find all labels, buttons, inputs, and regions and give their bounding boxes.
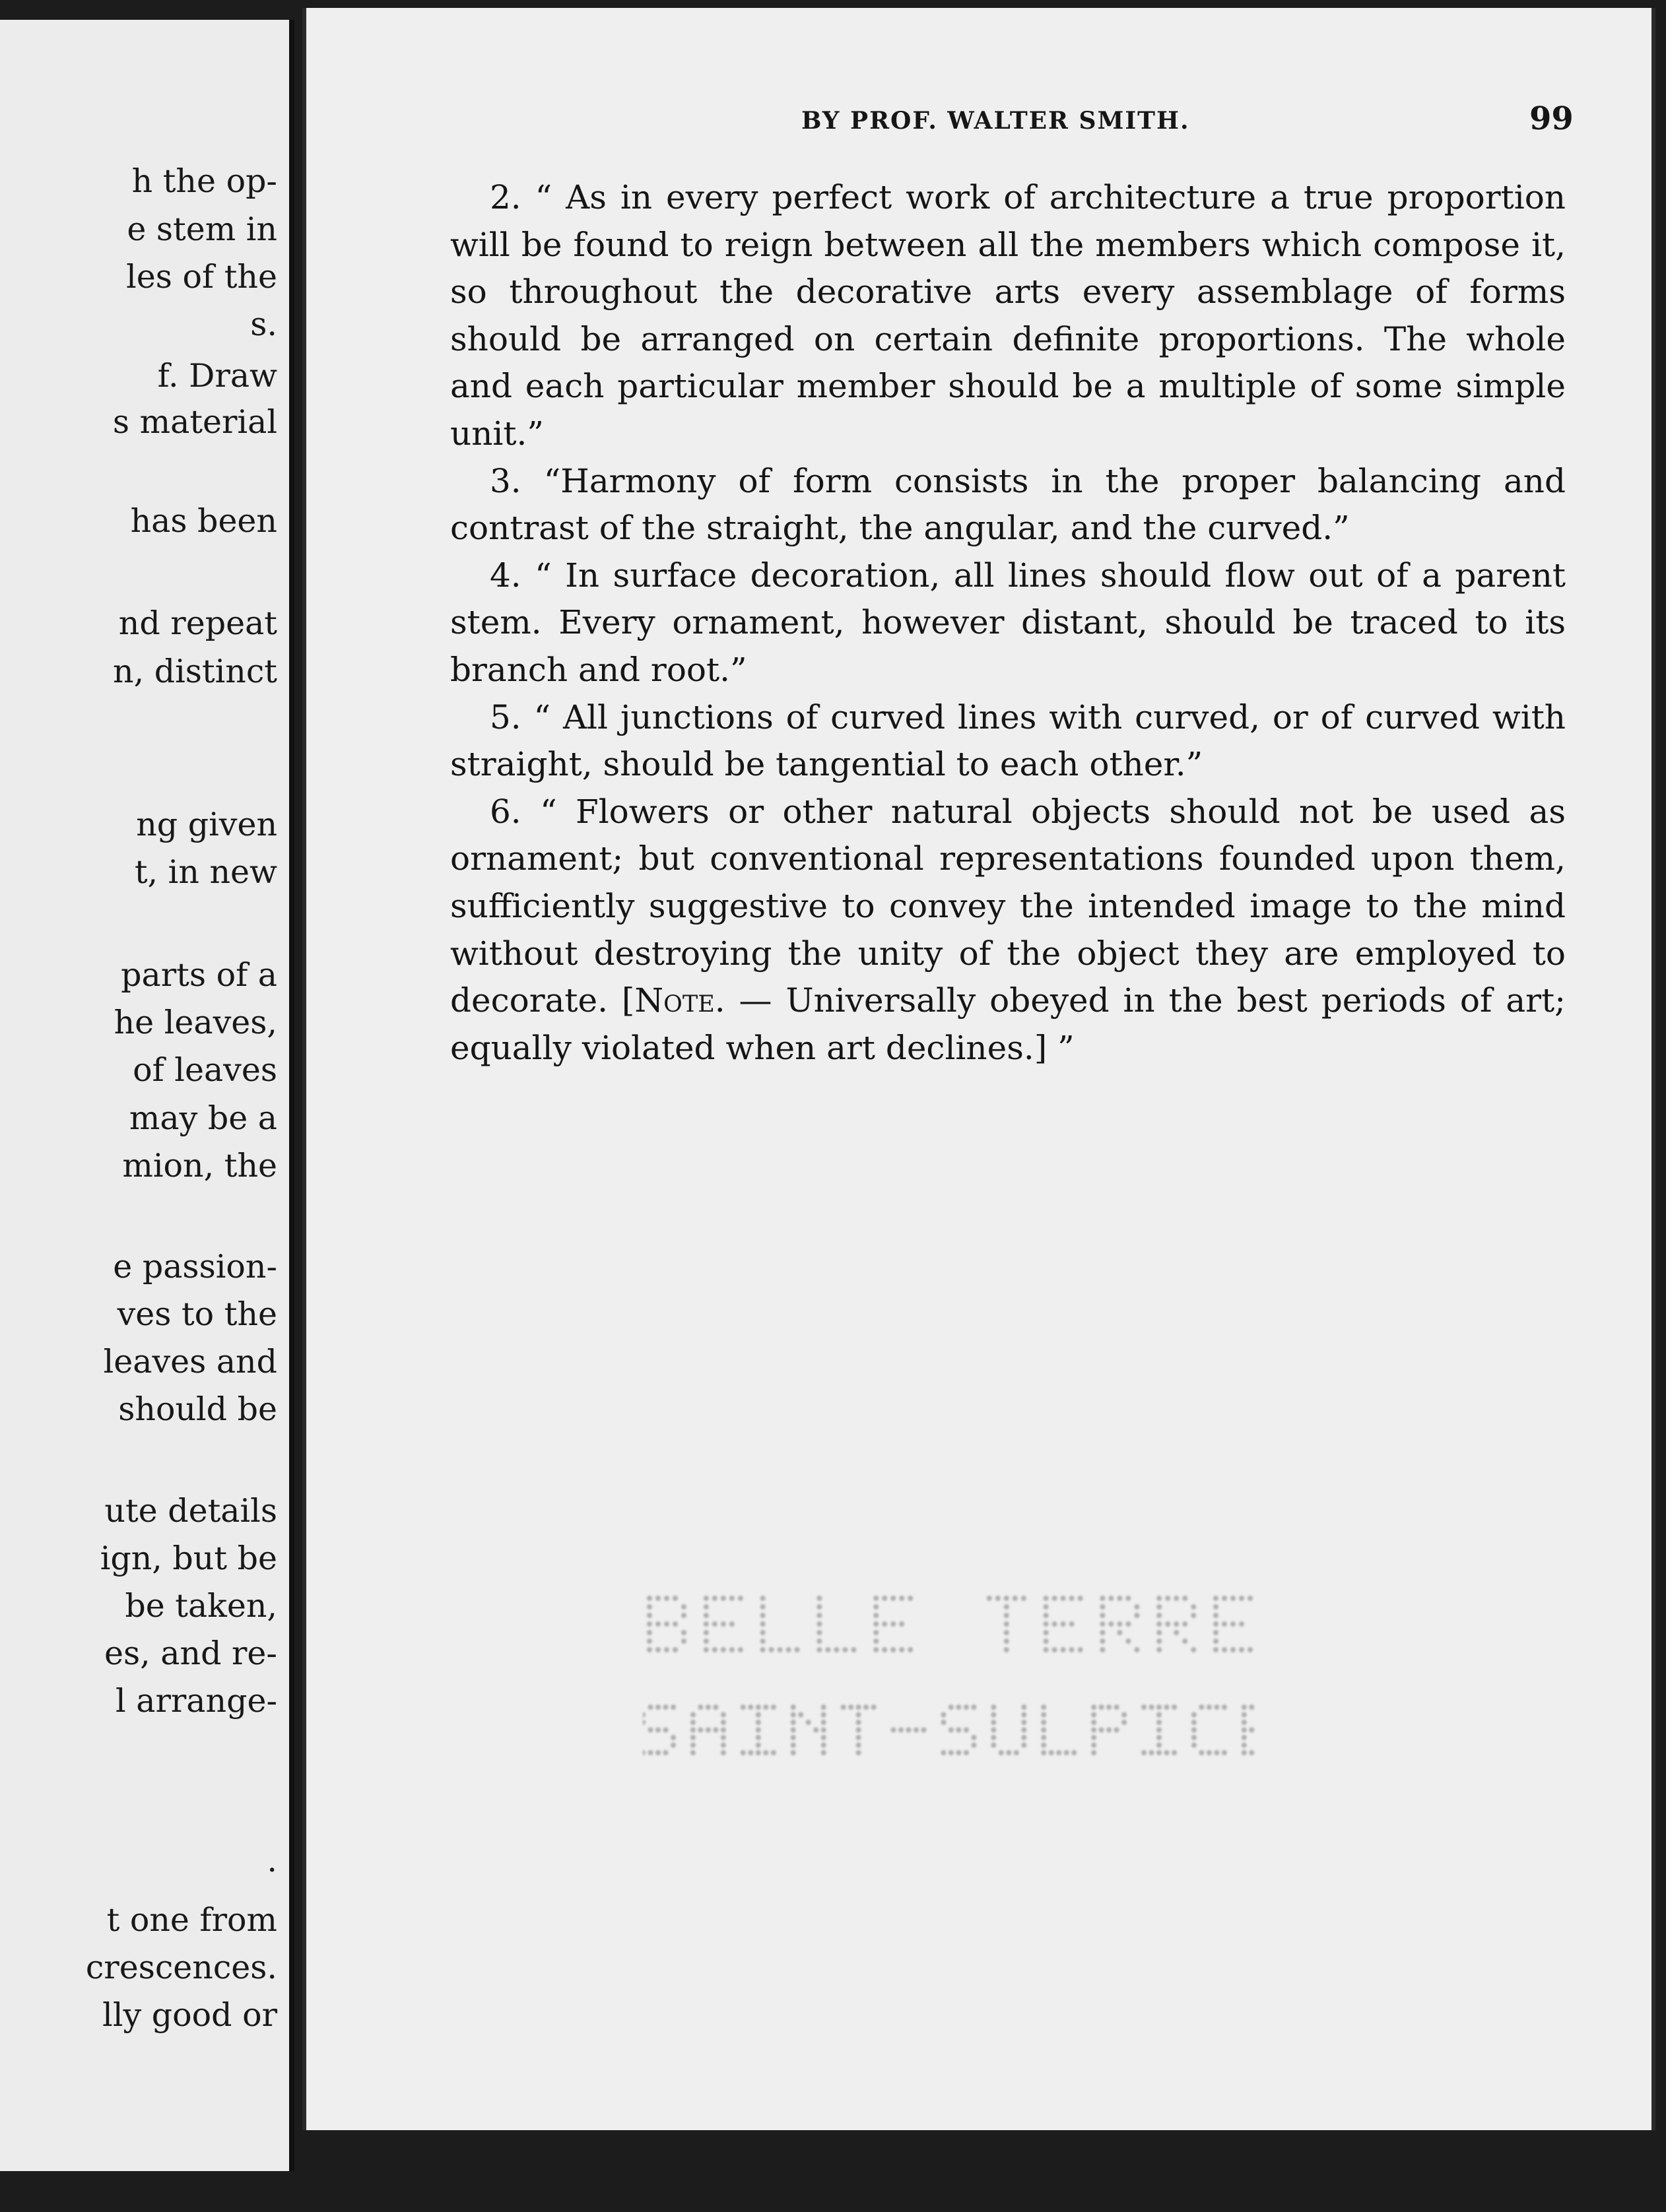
running-head: BY PROF. WALTER SMITH. [801, 107, 1190, 135]
left-page-line: l arrange- [116, 1682, 277, 1720]
left-page-line: nd repeat [118, 604, 277, 642]
paragraph-rule-2: 2. “ As in every perfect work of architecture a true proportion will be found to reign between all the members which compose it, so throughout the decorative arts every assemblage of forms should be arranged on certain definite proportions. The whole and each particular member should be a multiple of some simple unit.” [450, 178, 1566, 453]
left-page-line: parts of a [121, 956, 277, 994]
rule-6-text: 6. “ Flowers or other natural objects should not be used as ornament; but conventional representations founded upon them, sufficiently suggestive to convey the intended image to the mind without destroying the unity of the object they are employed to decorate. [ [450, 792, 1566, 1020]
left-page-line: e passion- [113, 1248, 277, 1285]
left-page-line: es, and re- [104, 1635, 277, 1672]
left-page-line: f. Draw [157, 357, 277, 395]
left-page-line: e stem in [127, 211, 277, 248]
left-page-line: s. [250, 306, 277, 343]
left-page-line: of leaves [133, 1051, 277, 1089]
left-page-line: lly good or [102, 1996, 277, 2034]
left-page-line: be taken, [125, 1587, 277, 1625]
perforated-library-stamp [643, 1585, 1257, 1803]
left-page-line: . [267, 1842, 277, 1879]
left-page-line: has been [130, 502, 277, 540]
left-page-line: ute details [104, 1492, 277, 1530]
note-label: Note. [634, 981, 725, 1020]
left-page-line: ves to the [117, 1295, 277, 1333]
paragraph-rule-6 [450, 789, 1566, 1072]
left-page-line: may be a [129, 1099, 277, 1137]
left-page-line: ign, but be [100, 1540, 277, 1577]
paragraph-rule-4: 4. “ In surface decoration, all lines should flow out of a parent stem. Every ornament, however distant, should be traced to its branch and root.” [450, 556, 1566, 689]
rule-6-note-text: — Universally obeyed in the best periods of art; equally violated when art declines.] ” [450, 981, 1566, 1067]
left-page-line: he leaves, [114, 1004, 277, 1041]
left-page-line: t, in new [134, 853, 277, 891]
left-page-line: les of the [126, 258, 277, 296]
left-page-line: h the op- [131, 162, 277, 200]
paragraph-rule-5: 5. “ All junctions of curved lines with curved, or of curved with straight, should be tangential to each other.” [450, 698, 1566, 784]
right-page [302, 8, 1655, 2130]
body-text [450, 174, 1566, 1072]
left-page-line: s material [112, 403, 277, 441]
page-number: 99 [1529, 100, 1574, 137]
left-page-line: crescences. [85, 1949, 277, 1986]
left-page-line: t one from [106, 1901, 277, 1939]
left-page-line: should be [118, 1390, 277, 1428]
left-page-line: mion, the [122, 1147, 277, 1185]
left-page-line: n, distinct [113, 653, 277, 690]
left-page-line: ng given [136, 806, 277, 843]
paragraph-rule-3: 3. “Harmony of form consists in the proper balancing and contrast of the straight, the angular, and the curved.” [450, 461, 1566, 548]
left-page-fragment [0, 20, 294, 2171]
left-page-line: leaves and [103, 1343, 277, 1381]
